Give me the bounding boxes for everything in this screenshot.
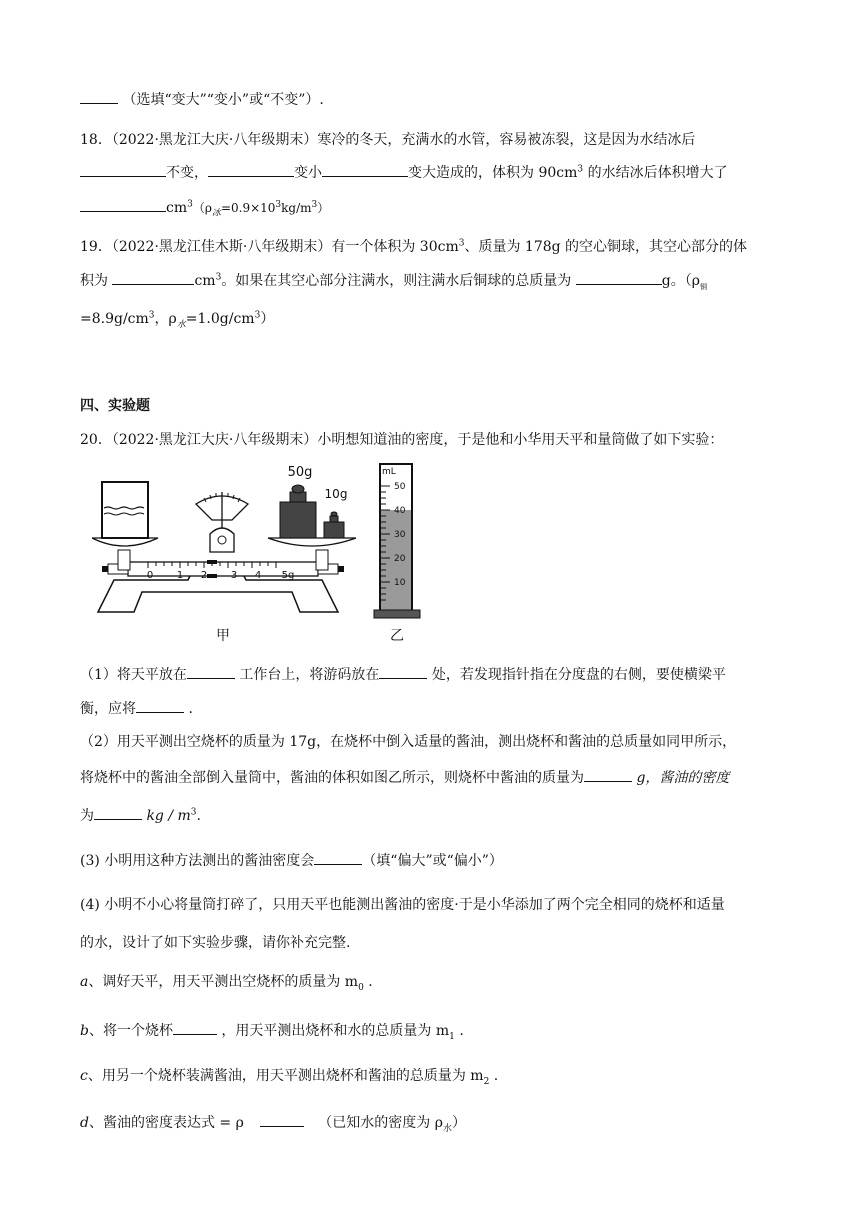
- answer-blank[interactable]: [322, 162, 408, 177]
- superscript: 3: [577, 164, 584, 175]
- q20-text: （填“偏大”或“偏小”）: [362, 853, 503, 869]
- q18-text: ）: [317, 201, 330, 215]
- figure-caption-right: 乙: [390, 628, 404, 644]
- answer-blank[interactable]: [173, 1020, 217, 1035]
- subscript: 冰: [211, 208, 221, 219]
- q20-text: .: [454, 1023, 464, 1039]
- beaker-liquid: [103, 506, 147, 537]
- weight-50g: [280, 502, 316, 538]
- answer-blank[interactable]: [576, 270, 662, 285]
- scale-label: 2: [200, 570, 208, 581]
- q18-line2: [80, 162, 728, 183]
- subscript: 1: [449, 1031, 455, 1042]
- q18-text: kg/m: [281, 201, 312, 215]
- q19-line1: [80, 237, 747, 257]
- answer-blank[interactable]: [94, 805, 142, 820]
- answer-blank[interactable]: [260, 1112, 304, 1127]
- q18-text: 不变，: [166, 165, 208, 181]
- scale-label: 1: [176, 570, 184, 581]
- q18-formula: [192, 200, 330, 219]
- weight-label-50g: 50g: [287, 465, 313, 480]
- step-label: c: [80, 1068, 88, 1084]
- q20-part3: [80, 850, 503, 871]
- balance-figure: [92, 462, 358, 622]
- q18-line1: 18．（2022·黑龙江大庆·八年级期末）寒冷的冬天，充满水的水管，容易被冻裂，这是因为水结冰后: [80, 132, 696, 148]
- superscript: 3: [187, 199, 193, 210]
- step-label: a: [80, 974, 89, 990]
- q20-intro: 20．（2022·黑龙江大庆·八年级期末）小明想知道油的密度，于是他和小华用天平和量筒做了如下实验：: [80, 432, 724, 448]
- cylinder-figure: [370, 462, 426, 622]
- superscript: 3: [458, 238, 465, 249]
- cylinder-base: [374, 610, 420, 618]
- cylinder-tick-label: 10: [394, 578, 406, 588]
- q17-tail-text: （选填“变大”“变小”或“不变”）.: [122, 92, 324, 108]
- q18-text: =0.9×10: [220, 201, 276, 215]
- answer-blank[interactable]: [136, 698, 184, 713]
- q20-part1-line1: [80, 664, 726, 685]
- answer-blank[interactable]: [314, 850, 362, 865]
- q19-text: =8.9g/cm: [80, 311, 149, 327]
- q20-text: 、酱油的密度表达式 = ρ: [88, 1115, 244, 1131]
- q18-text: cm: [166, 200, 188, 216]
- cylinder-tick-label: 40: [394, 506, 406, 516]
- q20-text: 工作台上，将游码放在: [234, 667, 380, 683]
- step-label: d: [80, 1115, 89, 1131]
- q20-text: (3) 小明用这种方法测出的酱油密度会: [80, 853, 315, 869]
- q18-text: 变小: [294, 165, 322, 181]
- superscript: 3: [311, 200, 318, 210]
- cylinder-tick-label: 20: [394, 554, 406, 564]
- right-pan: [268, 538, 356, 546]
- q19-text: cm: [194, 273, 216, 289]
- q20-text: kg / m: [142, 808, 191, 824]
- scale-label: 4: [254, 570, 262, 581]
- q20-part2-line3: [80, 805, 201, 826]
- q20-part4-line2: 的水，设计了如下实验步骤，请你补充完整.: [80, 935, 351, 951]
- balance-nut-right: [338, 566, 344, 572]
- q20-part2-line1: [80, 732, 736, 752]
- q19-line3: [80, 309, 274, 329]
- cylinder-tick-label: 30: [394, 530, 406, 540]
- scale-label: 3: [230, 570, 238, 581]
- q20-text: .: [184, 701, 193, 717]
- q19-text: 积为: [80, 273, 113, 289]
- q20-step-a: [80, 972, 373, 992]
- q20-text: ）: [452, 1115, 466, 1131]
- q18-text: 变大造成的，体积为 90cm: [408, 165, 578, 181]
- weight-label-10g: 10g: [324, 487, 348, 501]
- q20-text: 、调好天平，用天平测出空烧杯的质量为 m: [88, 974, 359, 990]
- q19-line2: [80, 270, 707, 291]
- answer-blank[interactable]: [379, 664, 427, 679]
- answer-blank[interactable]: [80, 162, 166, 177]
- q20-part4-line1: (4) 小明不小心将量筒打碎了，只用天平也能测出酱油的密度·于是小华添加了两个完全相同的烧杯和适量: [80, 897, 725, 913]
- q20-text: 、将一个烧杯: [88, 1023, 173, 1039]
- left-pan: [92, 538, 158, 546]
- answer-blank[interactable]: [208, 162, 294, 177]
- q20-text: （2）用天平测出空烧杯的质量为 17g，在烧杯中倒入适量的酱油，测出烧杯和酱油的总质量如同甲所示，: [80, 734, 737, 750]
- superscript: 3: [254, 310, 261, 321]
- superscript: 3: [275, 200, 282, 210]
- q19-text: 19．（2022·黑龙江佳木斯·八年级期末）有一个体积为 30cm: [80, 239, 459, 255]
- figure-caption-left: 甲: [216, 628, 230, 644]
- subscript: 2: [483, 1076, 490, 1087]
- q20-text: （已知水的密度为 ρ: [318, 1115, 443, 1131]
- answer-blank[interactable]: [80, 89, 118, 104]
- q20-text: .: [196, 808, 201, 824]
- q20-text: 处，若发现指针指在分度盘的右侧，要使横梁平: [427, 667, 726, 683]
- pan-support: [118, 550, 130, 570]
- q19-text: ）: [260, 311, 275, 327]
- answer-blank[interactable]: [584, 767, 632, 782]
- q17-tail-line: [80, 89, 324, 110]
- answer-blank[interactable]: [112, 270, 194, 285]
- q20-part2-line2: [80, 767, 729, 788]
- subscript: 0: [358, 982, 364, 993]
- q20-step-d: [80, 1112, 466, 1133]
- rider: [207, 560, 217, 564]
- q19-text: 、质量为 178g 的空心铜球，其空心部分的体: [464, 239, 748, 255]
- q18-text: （ρ: [192, 201, 212, 215]
- q20-text: 衡，应将: [80, 701, 136, 717]
- balance-base: [98, 572, 338, 612]
- answer-blank[interactable]: [187, 664, 235, 679]
- weight-10g: [324, 522, 344, 538]
- q20-text: g，酱油的密度: [632, 770, 730, 786]
- q20-text: .: [489, 1068, 499, 1084]
- superscript: 3: [148, 310, 155, 321]
- subscript: 水: [442, 1123, 452, 1134]
- rider: [207, 574, 217, 578]
- subscript: 水: [176, 319, 186, 330]
- q19-text: =1.0g/cm: [185, 311, 255, 327]
- cylinder-unit: mL: [382, 467, 396, 477]
- q20-part1-line2: [80, 698, 193, 719]
- q20-text: （1）将天平放在: [80, 667, 187, 683]
- pivot-pin: [218, 536, 226, 544]
- balance-nut-left: [102, 566, 108, 572]
- q18-line3: [80, 197, 329, 218]
- q20-text: .: [363, 974, 373, 990]
- answer-blank[interactable]: [80, 197, 166, 212]
- q19-text: ，ρ: [154, 311, 177, 327]
- q19-text: g。（ρ: [661, 273, 700, 289]
- q20-step-b: [80, 1020, 464, 1041]
- q18-text: 的水结冰后体积增大了: [583, 165, 728, 181]
- q20-step-c: [80, 1066, 498, 1086]
- subscript: 铜: [699, 282, 707, 291]
- q20-text: 、用另一个烧杯装满酱油，用天平测出烧杯和酱油的总质量为 m: [87, 1068, 484, 1084]
- q20-text: 为: [80, 808, 94, 824]
- superscript: 3: [215, 272, 222, 283]
- q20-text: ，用天平测出烧杯和水的总质量为 m: [216, 1023, 450, 1039]
- step-label: b: [80, 1023, 89, 1039]
- superscript: 3: [190, 807, 197, 818]
- cylinder-tick-label: 50: [394, 482, 406, 492]
- scale-label: 0: [146, 570, 154, 581]
- scale-label: 5g: [281, 570, 295, 581]
- pan-support: [316, 550, 328, 570]
- q19-text: 。如果在其空心部分注满水，则注满水后铜球的总质量为: [221, 273, 576, 289]
- q20-text: 将烧杯中的酱油全部倒入量筒中，酱油的体积如图乙所示，则烧杯中酱油的质量为: [80, 770, 584, 786]
- section-heading: 四、实验题: [80, 398, 150, 414]
